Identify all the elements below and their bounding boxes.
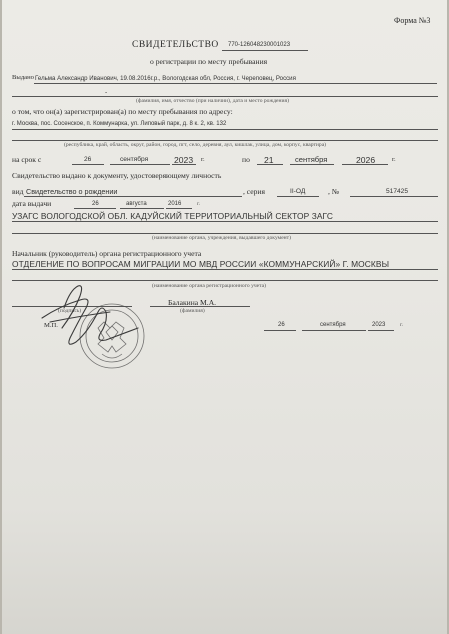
- number-underline: [222, 50, 308, 51]
- reg-org-value: ОТДЕЛЕНИЕ ПО ВОПРОСАМ МИГРАЦИИ МО МВД РОССИИ «КОММУНАРСКИЙ» Г. МОСКВЫ: [12, 259, 390, 269]
- from-day: 26: [84, 156, 92, 163]
- signature-caption: (подпись): [58, 308, 82, 314]
- address-caption: (республика, край, область, округ, район, город, пгт, село, деревня, аул, кишлак, улица, дом, корпус, квартира): [64, 142, 327, 148]
- issuer-line-2: [12, 233, 438, 234]
- issue-year-line: [166, 208, 192, 209]
- head-label: Начальник (руководитель) органа регистрационного учета: [12, 249, 202, 258]
- address-line: [12, 129, 438, 130]
- issuer-caption: (наименование органа, учреждения, выдавшего документ): [152, 235, 291, 241]
- from-month: сентября: [120, 156, 149, 163]
- issuer-value: УЗАГС ВОЛОГОДСКОЙ ОБЛ. КАДУЙСКИЙ ТЕРРИТОРИАЛЬНЫЙ СЕКТОР ЗАГС: [12, 211, 333, 221]
- issue-month-line: [120, 208, 164, 209]
- series-value: II-ОД: [290, 188, 306, 195]
- issue-day-line: [74, 208, 116, 209]
- head-name: Балакина М.А.: [168, 298, 217, 307]
- certificate-number: 770-126048230001023: [228, 42, 291, 48]
- to-year-line: [342, 164, 388, 165]
- doc-type-line: [24, 196, 242, 197]
- issued-doc-label: Свидетельство выдано к документу, удостоверяющему личность: [12, 171, 222, 180]
- issued-to-line: [34, 83, 437, 84]
- number-label: , №: [328, 187, 340, 196]
- issued-to-line-2: [12, 96, 438, 97]
- to-year-suffix: г.: [392, 156, 396, 163]
- reg-org-caption: (наименование органа регистрационного учета): [152, 283, 267, 289]
- footer-year-line: [368, 330, 394, 331]
- issue-year-suffix: г.: [197, 201, 201, 207]
- address-line-2: [12, 140, 438, 141]
- number-value: 517425: [386, 188, 409, 195]
- dash-mark: -: [105, 89, 108, 96]
- doc-type-label: вид: [12, 187, 24, 196]
- to-label: по: [242, 155, 250, 164]
- certificate-subtitle: о регистрации по месту пребывания: [150, 57, 268, 66]
- footer-month-line: [302, 330, 366, 331]
- from-year-suffix: г.: [201, 156, 205, 163]
- certificate-sheet: [2, 0, 447, 634]
- head-name-caption: (фамилия): [180, 308, 205, 314]
- footer-year-suffix: г.: [400, 322, 404, 328]
- issued-to-caption: (фамилия, имя, отчество (при наличии), дата и место рождения): [136, 98, 289, 104]
- term-label: на срок с: [12, 155, 42, 164]
- issuer-line: [12, 221, 438, 222]
- from-year: 2023: [174, 155, 194, 165]
- address-value: г. Москва, пос. Сосенское, п. Коммунарка, ул. Липовый парк, д. 8 к. 2, кв. 132: [12, 121, 227, 127]
- head-name-line: [150, 306, 250, 307]
- series-label: , серия: [243, 187, 265, 196]
- doc-type-value: Свидетельство о рождении: [26, 187, 118, 196]
- footer-day: 26: [278, 322, 285, 328]
- reg-org-line-2: [12, 280, 438, 281]
- issued-to-label: Выдано: [12, 74, 34, 81]
- certificate-title: СВИДЕТЕЛЬСТВО: [132, 40, 219, 50]
- issue-year: 2016: [168, 201, 182, 207]
- footer-year: 2023: [372, 322, 386, 328]
- official-stamp: [40, 282, 162, 374]
- series-line: [277, 196, 319, 197]
- issued-to-value: Гельма Александр Иванович, 19.08.2016г.р., Вологодская обл, Россия, г. Череповец, Россия: [35, 75, 296, 82]
- footer-month: сентября: [320, 322, 346, 328]
- registered-label: о том, что он(а) зарегистрирован(а) по месту пребывания по адресу:: [12, 107, 233, 116]
- to-day-line: [257, 164, 283, 165]
- from-year-line: [172, 164, 196, 165]
- number-line: [350, 196, 438, 197]
- to-year: 2026: [356, 155, 376, 165]
- to-month-line: [290, 164, 334, 165]
- stamp-place-label: М.П.: [44, 322, 58, 329]
- from-month-line: [110, 164, 170, 165]
- to-month: сентября: [295, 155, 328, 164]
- issue-month: августа: [126, 201, 147, 207]
- issue-day: 26: [92, 201, 99, 207]
- reg-org-line: [12, 269, 438, 270]
- footer-day-line: [264, 330, 296, 331]
- from-day-line: [72, 164, 104, 165]
- to-day: 21: [264, 155, 274, 165]
- form-number: Форма №3: [394, 16, 431, 25]
- issue-date-label: дата выдачи: [12, 199, 52, 208]
